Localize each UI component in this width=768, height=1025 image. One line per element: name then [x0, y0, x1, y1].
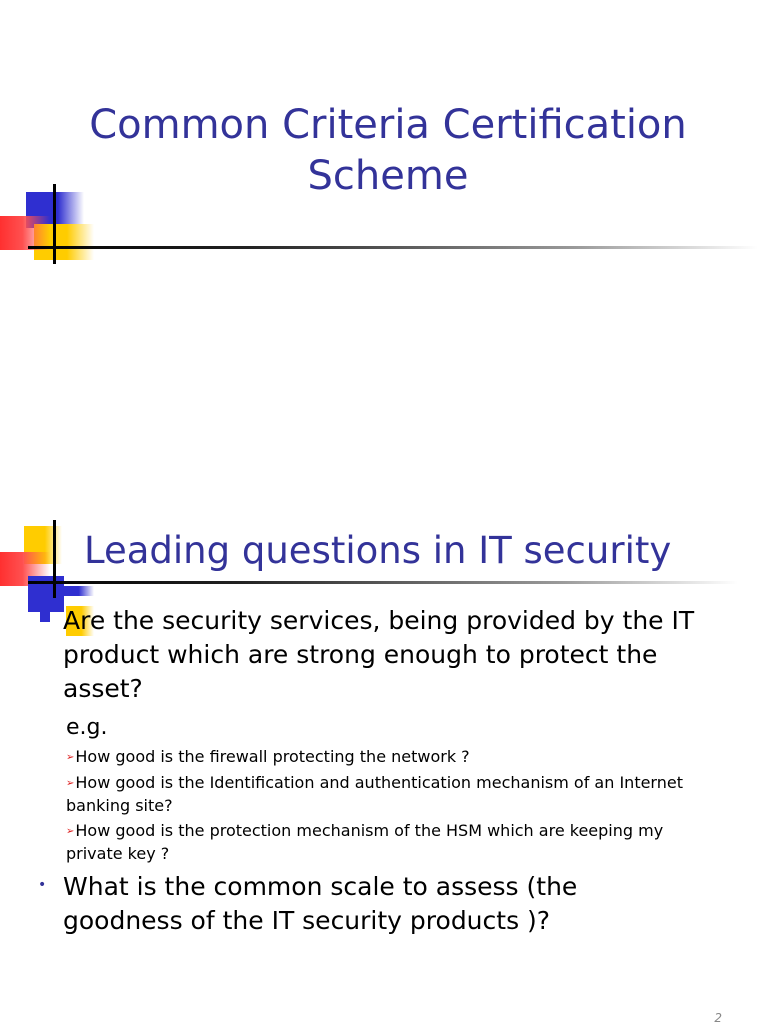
example-list	[66, 746, 716, 868]
list-item	[66, 746, 716, 770]
vertical-line-decoration	[53, 520, 56, 598]
question-1: Are the security services, being provided by the IT product which are strong enough to protect the asset?	[63, 606, 695, 703]
arrow-bullet-icon: ➢	[66, 825, 75, 837]
small-blue-square-decoration	[40, 610, 50, 622]
blue-bar-decoration	[60, 586, 94, 596]
title-underline	[28, 581, 738, 584]
example-text: How good is the protection mechanism of the HSM which are keeping my private key ?	[66, 820, 664, 863]
red-square-decoration	[0, 216, 50, 250]
bullet-icon: •	[38, 877, 47, 893]
slide2-title: Leading questions in IT security	[84, 529, 672, 572]
slide1-title-line1: Common Criteria Certification	[89, 102, 687, 148]
list-item	[66, 820, 716, 866]
example-text: How good is the Identification and authentication mechanism of an Internet banking site?	[66, 772, 683, 815]
list-item	[66, 772, 716, 818]
title-underline	[28, 246, 758, 249]
question-2: What is the common scale to assess (the goodness of the IT security products )?	[63, 872, 578, 935]
page-number: 2	[714, 1011, 722, 1025]
arrow-bullet-icon: ➢	[66, 777, 75, 789]
arrow-bullet-icon: ➢	[66, 752, 75, 763]
example-label: e.g.	[66, 715, 108, 740]
slide1-title-line2: Scheme	[307, 153, 469, 199]
example-text: How good is the firewall protecting the network ?	[75, 747, 470, 766]
slide1-title	[40, 100, 736, 202]
